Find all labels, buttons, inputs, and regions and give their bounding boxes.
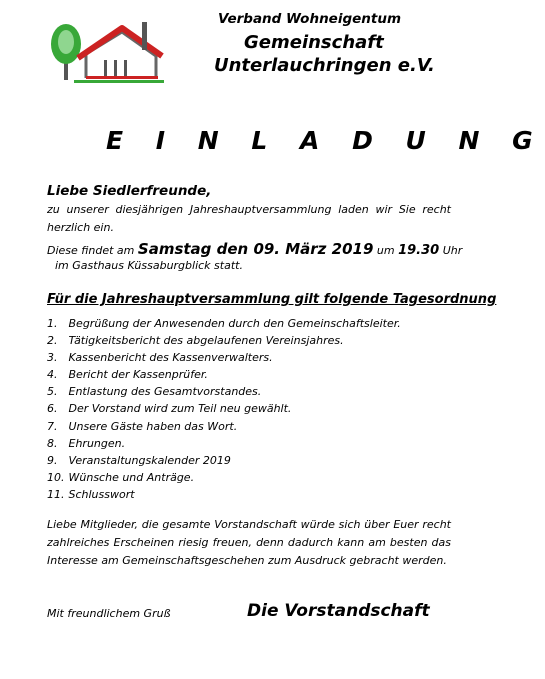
agenda-number: 10. <box>47 470 65 484</box>
venue-text: im Gasthaus Küssaburgblick statt. <box>55 259 243 272</box>
signature: Die Vorstandschaft <box>247 601 430 621</box>
list-item <box>47 315 401 332</box>
org-name-line1: Verband Wohneigentum <box>218 11 402 27</box>
greeting: Liebe Siedlerfreunde, <box>47 183 212 199</box>
agenda-text: Der Vorstand wird zum Teil neu gewählt. <box>68 402 292 416</box>
list-item <box>47 418 401 435</box>
agenda-text: Unsere Gäste haben das Wort. <box>68 419 238 433</box>
agenda-number: 11. <box>47 487 65 501</box>
list-item <box>47 400 401 417</box>
list-item <box>47 366 401 383</box>
list-item <box>47 383 401 400</box>
agenda-number: 8. <box>47 436 58 450</box>
agenda-text: Kassenbericht des Kassenverwalters. <box>68 351 273 365</box>
agenda-heading: Für die Jahreshauptversammlung gilt folgende Tagesordnung <box>47 292 497 307</box>
agenda-text: Entlastung des Gesamtvorstandes. <box>68 385 262 399</box>
agenda-number: 9. <box>47 453 58 467</box>
org-name-line2: Gemeinschaft <box>244 32 384 53</box>
agenda-text: Tätigkeitsbericht des abgelaufenen Vereinsjahres. <box>68 334 344 348</box>
agenda-number: 7. <box>47 419 58 433</box>
agenda-number: 2. <box>47 334 58 348</box>
agenda-text: Veranstaltungskalender 2019 <box>68 453 231 467</box>
time-prefix: um <box>376 244 395 257</box>
agenda-number: 4. <box>47 368 58 382</box>
date-line <box>47 240 462 258</box>
agenda-number: 3. <box>47 351 58 365</box>
event-date: Samstag den 09. März 2019 <box>137 240 374 258</box>
list-item <box>47 332 401 349</box>
agenda-text: Begrüßung der Anwesenden durch den Gemeinschaftsleiter. <box>68 317 401 330</box>
agenda-text: Wünsche und Anträge. <box>68 470 195 484</box>
agenda-list <box>47 315 401 503</box>
agenda-text: Schlusswort <box>68 487 135 501</box>
event-time: 19.30 <box>398 243 440 258</box>
page-title: E I N L A D U N G <box>106 126 545 155</box>
closing-paragraph: Liebe Mitglieder, die gesamte Vorstandschaft würde sich über Euer recht zahlreiches Erscheinen riesig freuen, denn dadurch kann am besten das Interesse am Gemeinschaftsgeschehen zum Ausdruck gebracht werden. <box>47 518 451 568</box>
agenda-number: 5. <box>47 385 58 399</box>
farewell-text: Mit freundlichem Gruß <box>47 607 171 620</box>
agenda-text: Bericht der Kassenprüfer. <box>68 368 208 382</box>
agenda-text: Ehrungen. <box>68 436 126 450</box>
list-item <box>47 452 401 469</box>
list-item <box>47 486 401 503</box>
date-prefix: Diese findet am <box>47 244 135 257</box>
list-item <box>47 469 401 486</box>
agenda-number: 6. <box>47 402 58 416</box>
org-name-line3: Unterlauchringen e.V. <box>214 55 435 76</box>
invitation-text: zu unserer diesjährigen Jahreshauptversammlung laden wir Sie recht herzlich ein. <box>47 203 451 234</box>
house-tree-logo-icon <box>44 20 168 84</box>
time-suffix: Uhr <box>442 244 463 257</box>
agenda-number: 1. <box>47 317 58 330</box>
list-item <box>47 349 401 366</box>
list-item <box>47 435 401 452</box>
